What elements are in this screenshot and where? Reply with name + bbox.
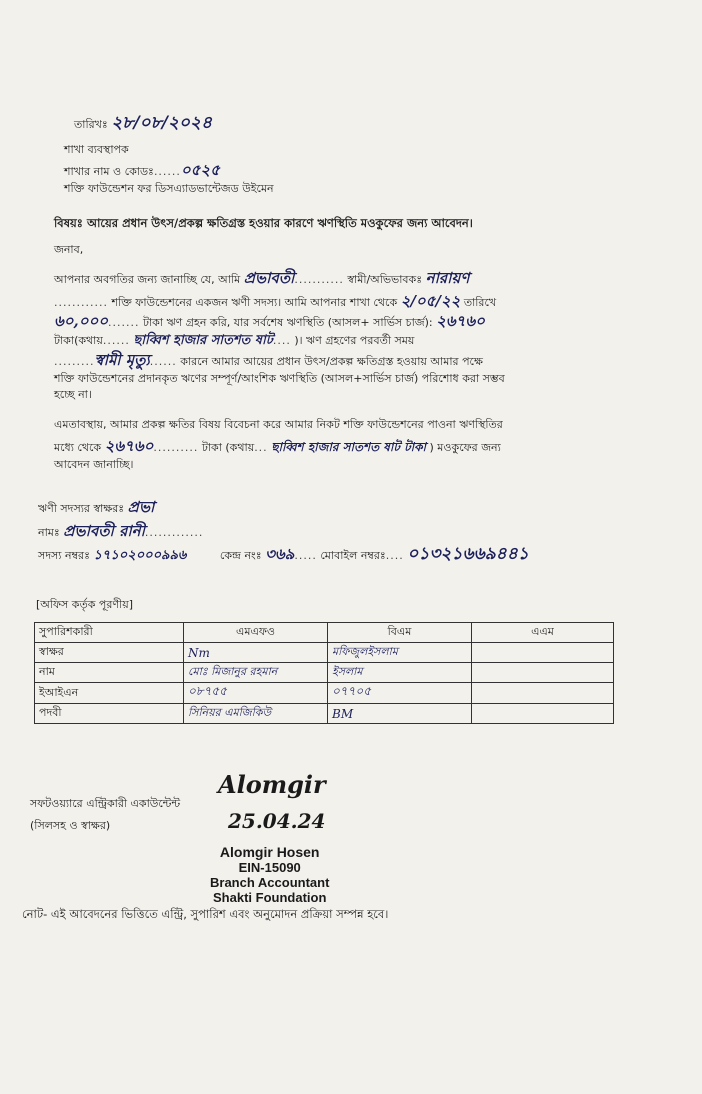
branch-line: শাখার নাম ও কোডঃ......০৫২৫ <box>64 161 220 179</box>
table-row <box>35 683 614 704</box>
office-header-row <box>35 623 614 643</box>
para1-text-c: শক্তি ফাউন্ডেশনের একজন ঋণী সদস্য। আমি আপনার শাখা থেকে <box>111 296 398 309</box>
col-recommender: সুপারিশকারী <box>35 623 184 643</box>
member-number-line: সদস্য নম্বরঃ ১৭১০২০০০৯৯৬ কেন্দ্র নংঃ ৩৬৯..... মোবাইল নম্বরঃ.... ০১৩২১৬৬৯৪৪১ <box>38 544 529 564</box>
para1-line4: টাকা(কথায়...... ছাব্বিশ হাজার সাতশত ষাট.... )। ঋণ গ্রহণের পরবর্তী সময় <box>54 333 415 348</box>
bm-cell: মফিজুলইসলাম <box>328 643 472 663</box>
footer-note: নোট- এই আবেদনের ভিত্তিতে এন্ট্রি, সুপারিশ এবং অনুমোদন প্রক্রিয়া সম্পন্ন হবে। <box>22 907 389 921</box>
member-no-label: সদস্য নম্বরঃ <box>38 549 90 562</box>
para1-line1: আপনার অবগতির জন্য জানাচ্ছি যে, আমি প্রভাবতী........... স্বামী/অভিভাবকঃ নারায়ণ <box>54 269 470 287</box>
member-sign-line <box>38 500 154 516</box>
accountant-label: সফটওয়্যারে এন্ট্রিকারী একাউন্টেন্ট <box>30 797 181 810</box>
para1-text-e: টাকা ঋণ গ্রহন করি, যার সর্বশেষ ঋণস্থিতি (আসল+ সার্ভিস চার্জ): <box>142 316 433 329</box>
para1-text-g: )। ঋণ গ্রহণের পরবর্তী সময় <box>294 334 415 347</box>
member-name-line: নামঃ প্রভাবতী রানী............. <box>38 522 204 540</box>
para1-text-d: তারিখে <box>463 296 497 309</box>
bm-cell: ইসলাম <box>328 663 472 683</box>
bm-cell: BM <box>328 704 472 724</box>
row-label: পদবী <box>35 704 184 724</box>
waive-amount-hand: ২৬৭৬০ <box>104 437 154 455</box>
para1-line2: ............ শক্তি ফাউন্ডেশনের একজন ঋণী সদস্য। আমি আপনার শাখা থেকে ২/০৫/২২ তারিখে <box>54 292 497 310</box>
accountant-sign-date: 25.04.24 <box>228 809 326 833</box>
para2-line3: আবেদন জানাচ্ছি। <box>54 458 134 471</box>
para1-line3: ৬০,০০০....... টাকা ঋণ গ্রহন করি, যার সর্বশেষ ঋণস্থিতি (আসল+ সার্ভিস চার্জ): ২৬৭৬০ <box>54 312 485 330</box>
stamp-name: Alomgir Hosen <box>219 844 320 860</box>
accountant-sublabel: (সিলসহ ও স্বাক্ষর) <box>30 819 111 832</box>
am-cell <box>472 704 614 724</box>
bm-cell: ০৭৭০৫ <box>328 683 472 704</box>
branch-manager: শাখা ব্যবস্থাপক <box>64 143 129 156</box>
am-cell <box>472 643 614 663</box>
para1-line6: শক্তি ফাউন্ডেশনের প্রদানকৃত ঋণের সম্পূর্ণ/আংশিক ঋণস্থিতি (আসল+সার্ভিস চার্জ) পরিশোধ করা সম্ভব <box>54 372 505 385</box>
row-label: ইআইএন <box>35 683 184 704</box>
row-label: স্বাক্ষর <box>35 643 184 663</box>
subject: বিষয়ঃ আয়ের প্রধান উৎস/প্রকল্প ক্ষতিগ্রস্ত হওয়ার কারণে ঋণস্থিতি মওকুফের জন্য আবেদন। <box>54 216 473 230</box>
stamp-title: Branch Accountant <box>210 875 330 890</box>
date-value: ২৮/০৮/২০২৪ <box>111 113 213 133</box>
guardian-name-hand: নারায়ণ <box>425 269 470 287</box>
foundation-name: শক্তি ফাউন্ডেশন ফর ডিসএ্যাডভান্টেজড উইমেন <box>64 182 274 195</box>
para1-text-h: কারনে আমার আয়ের প্রধান উৎস/প্রকল্প ক্ষতিগ্রস্ত হওয়ায় আমার পক্ষে <box>180 355 483 368</box>
waive-words-hand: ছাব্বিশ হাজার সাতশত ষাট টাকা <box>271 440 427 454</box>
table-row <box>35 663 614 683</box>
salutation: জনাব, <box>54 243 84 256</box>
mobile-hand: ০১৩২১৬৬৯৪৪১ <box>407 544 529 564</box>
para1-text-b: স্বামী/অভিভাবকঃ <box>347 273 423 286</box>
para1-line5: .........স্বামী মৃত্যু...... কারনে আমার আয়ের প্রধান উৎস/প্রকল্প ক্ষতিগ্রস্ত হওয়ায় আমার পক্ষে <box>54 351 483 369</box>
para2-text-d: ) মওকুফের জন্য <box>429 441 501 454</box>
stamp-ein: EIN-15090 <box>238 860 301 875</box>
applicant-name-hand: প্রভাবতী <box>243 269 295 287</box>
branch-value: ০৫২৫ <box>180 161 220 179</box>
accountant-signature: Alomgir <box>218 770 326 799</box>
center-hand: ৩৬৯ <box>265 545 295 563</box>
member-sign-label: ঋণী সদস্যর স্বাক্ষরঃ <box>38 502 125 515</box>
member-name-hand: প্রভাবতী রানী <box>63 522 145 540</box>
member-name-label: নামঃ <box>38 526 60 539</box>
mfo-cell: Nm <box>184 643 328 663</box>
para2-text-b: মধ্যে থেকে <box>54 441 102 454</box>
accountant-stamp <box>210 845 329 905</box>
center-label: কেন্দ্র নংঃ <box>219 549 262 562</box>
loan-date-hand: ২/০৫/২২ <box>400 292 461 310</box>
office-table <box>34 622 614 724</box>
para2-text-c: টাকা (কথায় <box>201 441 255 454</box>
member-no-hand: ১৭১০২০০০৯৯৬ <box>93 548 187 563</box>
stamp-org: Shakti Foundation <box>213 890 327 905</box>
reason-hand: স্বামী মৃত্যু <box>94 351 150 369</box>
branch-label: শাখার নাম ও কোডঃ <box>64 165 154 178</box>
col-bm: বিএম <box>328 623 472 643</box>
col-am: এএম <box>472 623 614 643</box>
balance-words-hand: ছাব্বিশ হাজার সাতশত ষাট <box>133 333 273 348</box>
date-label: তারিখঃ <box>74 118 108 131</box>
member-signature: প্রভা <box>127 498 155 516</box>
date-line <box>74 113 213 133</box>
am-cell <box>472 683 614 704</box>
am-cell <box>472 663 614 683</box>
col-mfo: এমএফও <box>184 623 328 643</box>
mfo-cell: সিনিয়র এমজিকিউ <box>184 704 328 724</box>
para1-text-a: আপনার অবগতির জন্য জানাচ্ছি যে, আমি <box>54 273 241 286</box>
para1-text-f: টাকা(কথায় <box>54 334 103 347</box>
balance-hand: ২৬৭৬০ <box>436 312 485 330</box>
mfo-cell: মোঃ মিজানুর রহমান <box>184 663 328 683</box>
para2-line2: মধ্যে থেকে ২৬৭৬০.......... টাকা (কথায়... ছাব্বিশ হাজার সাতশত ষাট টাকা ) মওকুফের জন্য <box>54 437 501 455</box>
para1-line7: হচ্ছে না। <box>54 388 92 401</box>
row-label: নাম <box>35 663 184 683</box>
table-row <box>35 643 614 663</box>
table-row <box>35 704 614 724</box>
mfo-cell: ০৮৭৫৫ <box>184 683 328 704</box>
para2-line1: এমতাবস্থায়, আমার প্রকল্প ক্ষতির বিষয় বিবেচনা করে আমার নিকট শক্তি ফাউন্ডেশনের পাওনা ঋণস্থিতির <box>54 418 503 431</box>
mobile-label: মোবাইল নম্বরঃ <box>320 549 386 562</box>
loan-amount-hand: ৬০,০০০ <box>54 312 108 330</box>
office-heading: [অফিস কর্তৃক পূরণীয়] <box>36 598 133 611</box>
